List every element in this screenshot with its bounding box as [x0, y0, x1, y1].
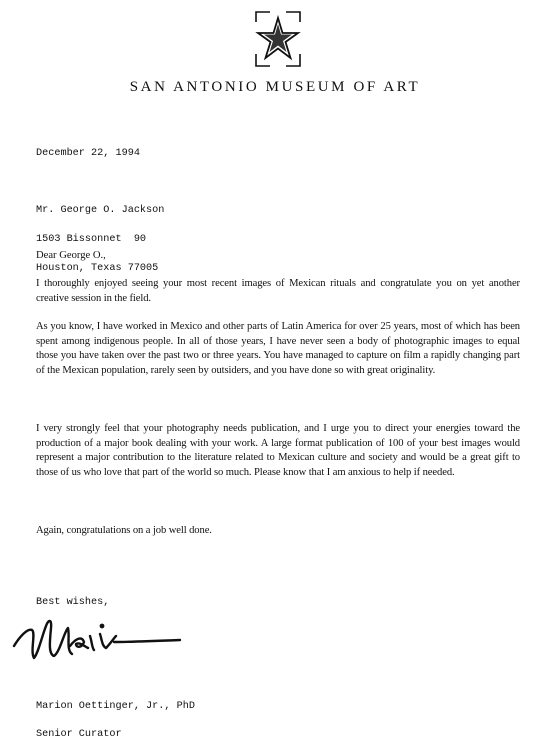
handwritten-signature: [10, 606, 190, 686]
signature-block: [36, 686, 195, 756]
paragraph-2: As you know, I have worked in Mexico and other parts of Latin America for over 25 years, most of which has been spent among indigenous people. In all of those years, I have never seen a body of photographic images to equal those you have taken over the past two or three years. You have managed to capture on film a rapidly changing part of the Mexican population, rarely seen by outsiders, and you have done so with great originality.: [36, 321, 520, 376]
signer-title: Senior Curator: [36, 729, 122, 740]
salutation: Dear George O.,: [36, 250, 106, 261]
recipient-city: Houston, Texas 77005: [36, 263, 159, 275]
star-logo-icon: [252, 8, 304, 70]
museum-name: SAN ANTONIO MUSEUM OF ART: [129, 79, 421, 95]
recipient-name: Mr. George O. Jackson: [36, 205, 165, 217]
closing: Best wishes,: [36, 597, 110, 608]
recipient-street: 1503 Bissonnet 90: [36, 234, 147, 246]
signer-name: Marion Oettinger, Jr., PhD: [36, 701, 195, 712]
paragraph-1: I thoroughly enjoyed seeing your most recent images of Mexican rituals and congratulate you on yet another creative session in the field.: [36, 278, 520, 304]
paragraph-3: I very strongly feel that your photography needs publication, and I urge you to direct your energies toward the production of a major book dealing with your work. A large format publication of 100 of your best images would represent a major contribution to the literature related to Mexican culture and society and would be a great gift to those of us who love that part of the world so much. Please know that I am anxious to help if needed.: [36, 423, 520, 478]
recipient-address: [36, 190, 164, 291]
paragraph-4: Again, congratulations on a job well done.: [36, 525, 212, 536]
letter-date: December 22, 1994: [36, 148, 140, 159]
